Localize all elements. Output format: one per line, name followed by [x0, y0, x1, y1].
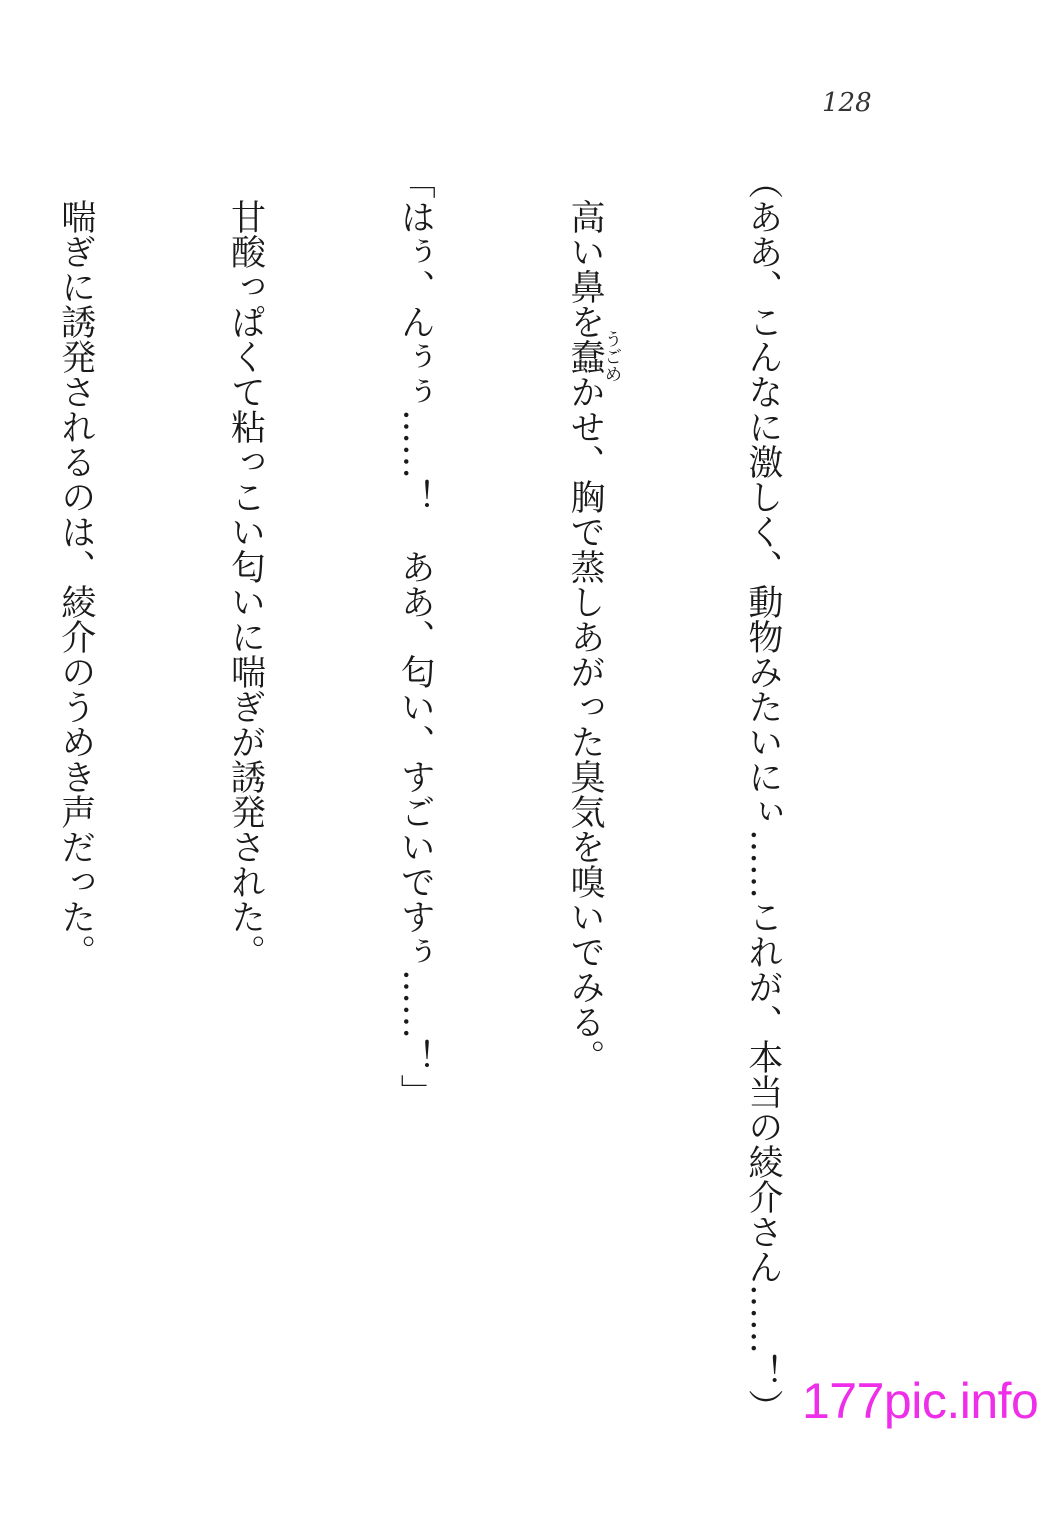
ruby-word: [565, 330, 623, 383]
vertical-text-body: [0, 164, 904, 1424]
text-line: 甘酸っぱくて粘っこい匂いに喘ぎが誘発された。: [225, 164, 266, 969]
watermark-text: 177pic.info: [802, 1373, 1038, 1429]
text-line: 喘ぎに誘発されるのは、綾介のうめき声だった。: [55, 164, 96, 969]
ruby-reading: うごめ: [602, 330, 623, 383]
text-line: 高い鼻を蠢うごめかせ、胸で蒸しあがった臭気を嗅いでみる。: [565, 164, 623, 1074]
page-number: 128: [822, 88, 872, 118]
text-line: 「はぅ、んぅぅ……！ ああ、匂い、すごいですぅ……！」: [395, 164, 436, 1109]
ruby-base: 蠢: [565, 330, 606, 383]
text-line: （ああ、こんなに激しく、動物みたいにぃ……これが、本当の綾介さん……！）: [742, 164, 783, 1424]
